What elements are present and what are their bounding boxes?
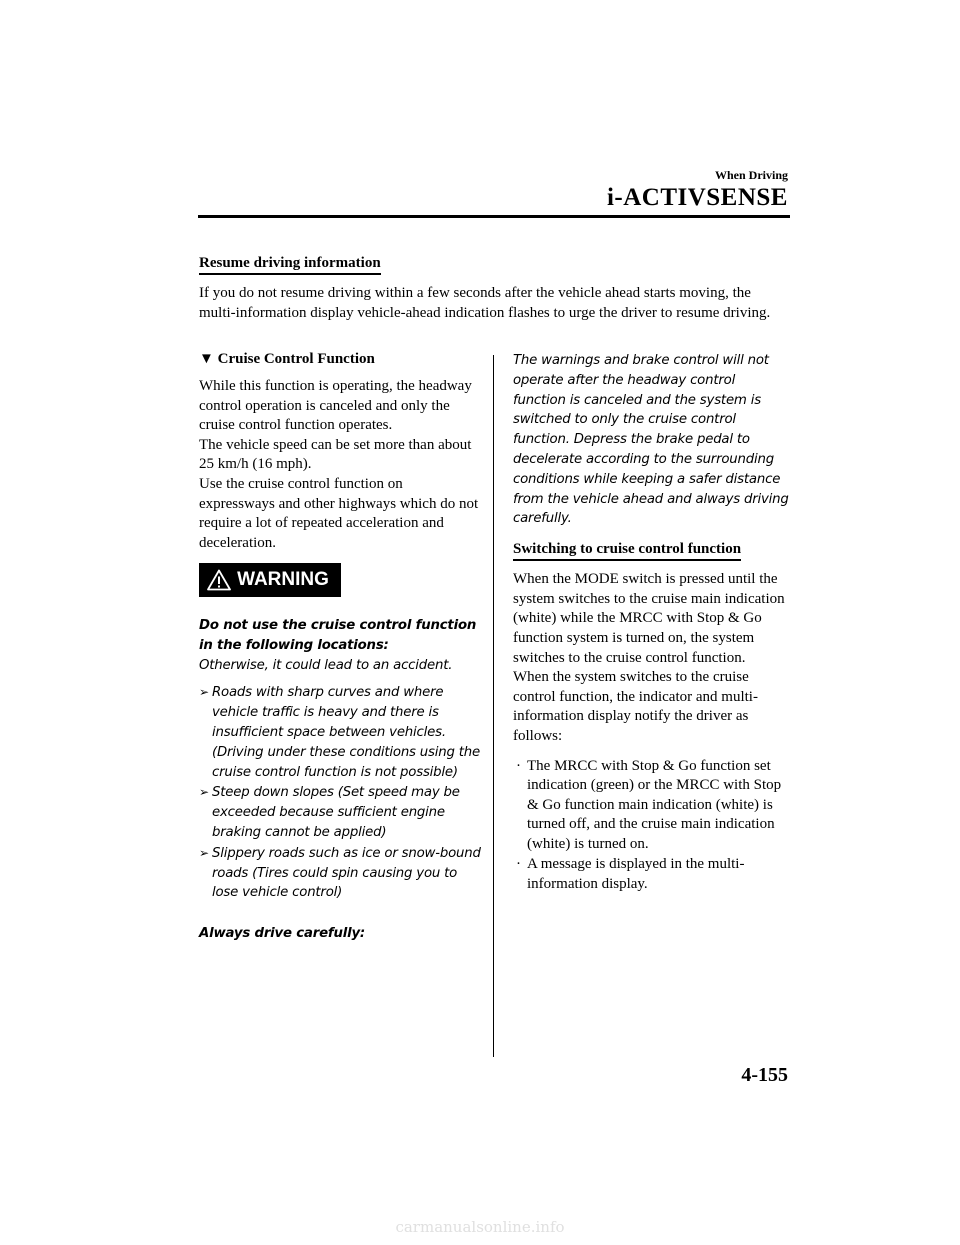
warning-item-text: Steep down slopes (Set speed may be exceeded because sufficient engine braking cannot be applied): [212, 785, 460, 840]
arrow-bullet-icon: ➢: [199, 785, 209, 800]
warning-list-item: [199, 783, 484, 842]
right-column: [513, 351, 791, 895]
cruise-body-2: The vehicle speed can be set more than about 25 km/h (16 mph).: [199, 436, 472, 473]
footer-watermark: carmanualsonline.info: [395, 1218, 565, 1236]
section-label: When Driving: [714, 168, 788, 182]
warning-triangle-icon: [207, 569, 231, 591]
header-divider: [198, 215, 790, 218]
warning-list-item: [199, 844, 484, 903]
switching-body-2: When the system switches to the cruise control function, the indicator and multi-information display notify the driver as follows:: [513, 669, 758, 744]
warning-closing: Always drive carefully:: [199, 926, 366, 942]
warning-content: [199, 616, 484, 944]
warning-list-item: [199, 683, 484, 782]
arrow-bullet-icon: ➢: [199, 685, 209, 700]
resume-body: If you do not resume driving within a few seconds after the vehicle ahead starts moving, the multi-information display vehicle-ahead indication flashes to urge the driver to resume driving.: [199, 285, 771, 321]
switching-item-text: A message is displayed in the multi-information display.: [527, 856, 745, 893]
triangle-down-icon: ▼: [199, 351, 214, 367]
cruise-body-1: While this function is operating, the headway control operation is canceled and only the cruise control function operates.: [199, 378, 472, 434]
resume-section: [199, 254, 791, 323]
column-divider: [493, 355, 494, 1057]
switching-item-text: The MRCC with Stop & Go function set indication (green) or the MRCC with Stop & Go function main indication (white) is turned off, and the cruise main indication (white) is turned on.: [527, 757, 782, 852]
warning-consequence: Otherwise, it could lead to an accident.: [199, 657, 453, 673]
switching-body-1: When the MODE switch is pressed until the system switches to the cruise main indication (white) while the MRCC with Stop & Go function system is turned on, the system switches to the cruise control function.: [513, 571, 785, 666]
left-column: [199, 351, 481, 553]
warning-continued: The warnings and brake control will not operate after the headway control function is canceled and the system is switched to only the cruise control function. Depress the brake pedal to decelerate according to the surrounding conditions while keeping a safer distance from the vehicle ahead and always driving carefully.: [513, 353, 789, 527]
switching-list-item: [513, 757, 791, 855]
chapter-title: i-ACTIVSENSE: [606, 184, 788, 211]
warning-badge: [199, 563, 341, 597]
cruise-heading-row: [199, 351, 481, 368]
switching-list-item: [513, 855, 791, 894]
resume-heading: Resume driving information: [199, 255, 381, 275]
warning-badge-label: WARNING: [237, 569, 329, 590]
warning-item-text: Roads with sharp curves and where vehicle traffic is heavy and there is insufficient space between vehicles. (Driving under these conditions using the cruise control function is not possible): [212, 685, 480, 780]
dot-bullet-icon: ·: [516, 757, 521, 774]
dot-bullet-icon: ·: [516, 856, 521, 873]
page-number: 4-155: [741, 1064, 788, 1086]
cruise-heading: Cruise Control Function: [217, 351, 375, 367]
warning-item-text: Slippery roads such as ice or snow-bound roads (Tires could spin causing you to lose vehicle control): [212, 845, 481, 901]
cruise-body-3: Use the cruise control function on expressways and other highways which do not require a lot of repeated acceleration and deceleration.: [199, 475, 479, 551]
switching-heading: Switching to cruise control function: [513, 541, 741, 561]
arrow-bullet-icon: ➢: [199, 845, 209, 860]
warning-lead: Do not use the cruise control function in the following locations:: [199, 618, 477, 653]
